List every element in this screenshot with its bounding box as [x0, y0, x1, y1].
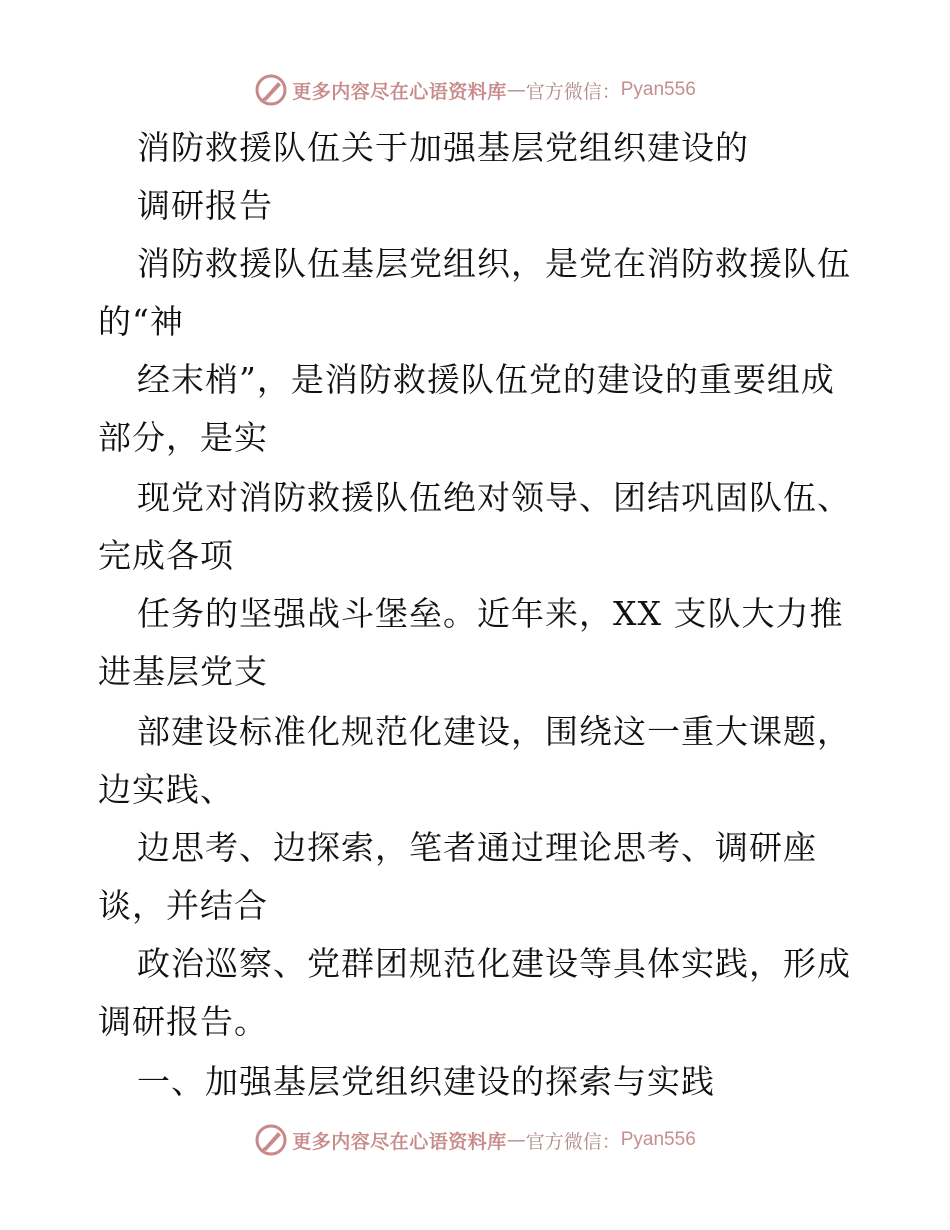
document-title-line-1: 消防救援队伍关于加强基层党组织建设的	[137, 128, 749, 167]
footer-watermark	[0, 1120, 950, 1160]
watermark-main-text: 更多内容尽在心语资料库	[292, 80, 507, 103]
paragraph-line: 经末梢”，是消防救援队伍党的建设的重要组成	[137, 360, 835, 399]
watermark-main-text: 更多内容尽在心语资料库	[292, 1130, 507, 1153]
watermark-wechat-id: Pyan556	[620, 1129, 696, 1150]
brand-logo-icon	[254, 1123, 288, 1157]
watermark-wechat-id: Pyan556	[620, 79, 696, 100]
paragraph-line: 边思考、边探索，笔者通过理论思考、调研座	[137, 828, 817, 867]
watermark-dash: —	[506, 1129, 526, 1151]
paragraph-line: 消防救援队伍基层党组织，是党在消防救援队伍	[137, 244, 851, 283]
watermark-dash: —	[506, 79, 526, 101]
paragraph-line: 的“神	[98, 302, 184, 341]
paragraph-line: 调研报告。	[98, 1002, 268, 1041]
paragraph-line: 现党对消防救援队伍绝对领导、团结巩固队伍、	[137, 478, 851, 517]
watermark-wechat-label: 官方微信：	[525, 1130, 621, 1153]
paragraph-line: 部建设标准化规范化建设，围绕这一重大课题，	[137, 712, 851, 751]
paragraph-line: 边实践、	[98, 770, 234, 809]
section-heading: 一、加强基层党组织建设的探索与实践	[137, 1062, 715, 1101]
brand-logo-icon	[254, 73, 288, 107]
document-title-line-2: 调研报告	[137, 186, 273, 225]
watermark-wechat-label: 官方微信：	[525, 80, 621, 103]
paragraph-line: 完成各项	[98, 536, 234, 575]
paragraph-line: 谈，并结合	[98, 886, 268, 925]
paragraph-line: 进基层党支	[98, 652, 268, 691]
header-watermark	[0, 70, 950, 110]
paragraph-line: 政治巡察、党群团规范化建设等具体实践，形成	[137, 944, 851, 983]
paragraph-line: 任务的坚强战斗堡垒。近年来，XX 支队大力推	[137, 594, 844, 633]
paragraph-line: 部分，是实	[98, 418, 268, 457]
